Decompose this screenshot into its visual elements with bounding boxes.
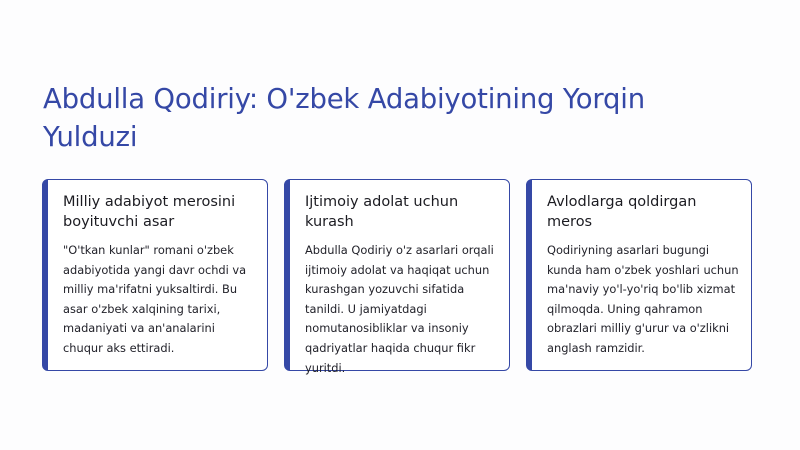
card-title: Milliy adabiyot merosini boyituvchi asar <box>63 194 236 230</box>
card-title: Ijtimoiy adolat uchun kurash <box>305 194 459 230</box>
card-text: Qodiriyning asarlari bugungi kunda ham o'zbek yoshlari uchun ma'naviy yo'l-yo'riq bo'lib xizmat qilmoqda. Uning qahramon obrazlari milliy g'urur va o'zlikni anglash ramzidir. <box>547 243 739 355</box>
page-title: Abdulla Qodiriy: O'zbek Adabiyotining Yorqin Yulduzi <box>43 83 645 153</box>
card-text: "O'tkan kunlar" romani o'zbek adabiyotida yangi davr ochdi va milliy ma'rifatni yuksaltirdi. Bu asar o'zbek xalqining tarixi, madaniyati va an'analarini chuqur aks ettiradi. <box>63 243 247 355</box>
card-legacy <box>526 179 752 371</box>
card-title: Avlodlarga qoldirgan meros <box>547 194 697 230</box>
card-social-justice <box>284 179 510 375</box>
card-text: Abdulla Qodiriy o'z asarlari orqali ijtimoiy adolat va haqiqat uchun kurashgan yozuvchi sifatida tanildi. U jamiyatdagi nomutanosibliklar va insoniy qadriyatlar haqida chuqur fikr yuritdi. <box>305 243 494 375</box>
card-literary-heritage <box>42 179 268 371</box>
